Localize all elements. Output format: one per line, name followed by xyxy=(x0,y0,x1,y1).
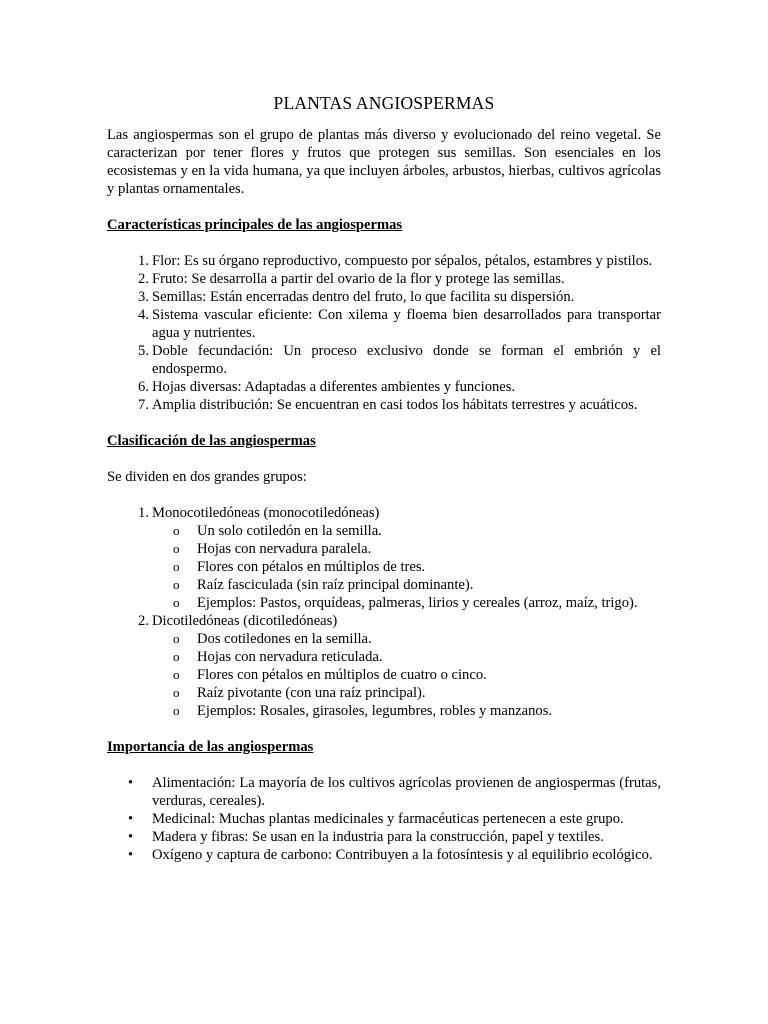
list-item-text: Hojas diversas: Adaptadas a diferentes ambientes y funciones. xyxy=(152,379,516,395)
list-item-text: Sistema vascular eficiente: Con xilema y floema bien desarrollados para transportar agua y nutrientes. xyxy=(152,307,661,341)
sub-list-text: Raíz pivotante (con una raíz principal). xyxy=(197,685,426,701)
sub-list-text: Un solo cotiledón en la semilla. xyxy=(197,523,382,539)
document-title: PLANTAS ANGIOSPERMAS xyxy=(273,93,495,113)
monocot-traits-list xyxy=(107,522,661,612)
list-item xyxy=(107,342,661,378)
importance-list xyxy=(107,774,661,864)
sub-list-text: Hojas con nervadura paralela. xyxy=(197,541,372,557)
list-number: 1. xyxy=(138,505,149,521)
sub-list-item xyxy=(107,540,661,558)
list-number: 3. xyxy=(138,289,149,305)
group-name: Dicotiledóneas (dicotiledóneas) xyxy=(152,613,338,629)
list-number: 1. xyxy=(138,253,149,269)
list-item-text: Amplia distribución: Se encuentran en casi todos los hábitats terrestres y acuáticos. xyxy=(152,397,638,413)
bullet-icon: o xyxy=(173,523,180,538)
sub-list-text: Ejemplos: Rosales, girasoles, legumbres, robles y manzanos. xyxy=(197,703,553,719)
list-item-group-dicot xyxy=(107,612,661,720)
bullet-icon: o xyxy=(173,541,180,556)
list-number: 5. xyxy=(138,343,149,359)
list-number: 2. xyxy=(138,613,149,629)
classification-list xyxy=(107,504,661,720)
sub-list-item xyxy=(107,576,661,594)
sub-list-item xyxy=(107,558,661,576)
characteristics-heading: Características principales de las angiospermas xyxy=(107,217,403,233)
list-item xyxy=(107,306,661,342)
list-item-text: Semillas: Están encerradas dentro del fruto, lo que facilita su dispersión. xyxy=(152,289,575,305)
list-number: 7. xyxy=(138,397,149,413)
importance-heading: Importancia de las angiospermas xyxy=(107,739,314,755)
bullet-icon: • xyxy=(128,811,134,827)
sub-list-item xyxy=(107,648,661,666)
list-item-text: Alimentación: La mayoría de los cultivos agrícolas provienen de angiospermas (frutas, verduras, cereales). xyxy=(152,775,661,809)
list-number: 6. xyxy=(138,379,149,395)
classification-heading: Clasificación de las angiospermas xyxy=(107,433,316,449)
list-item xyxy=(107,774,661,810)
bullet-icon: • xyxy=(128,775,134,791)
sub-list-item xyxy=(107,594,661,612)
classification-intro: Se dividen en dos grandes grupos: xyxy=(107,469,307,485)
sub-list-item xyxy=(107,684,661,702)
intro-paragraph: Las angiospermas son el grupo de plantas más diverso y evolucionado del reino vegetal. Se caracterizan por tener flores y frutos que protegen sus semillas. Son esenciales en los ecosistemas y en la vida humana, ya que incluyen árboles, arbustos, hierbas, cultivos agrícolas y plantas ornamentales. xyxy=(107,127,661,197)
sub-list-text: Flores con pétalos en múltiplos de tres. xyxy=(197,559,426,575)
sub-list-item xyxy=(107,522,661,540)
list-item-text: Medicinal: Muchas plantas medicinales y farmacéuticas pertenecen a este grupo. xyxy=(152,811,624,827)
list-item xyxy=(107,288,661,306)
bullet-icon: o xyxy=(173,685,180,700)
list-item-text: Madera y fibras: Se usan en la industria para la construcción, papel y textiles. xyxy=(152,829,604,845)
bullet-icon: o xyxy=(173,559,180,574)
sub-list-text: Hojas con nervadura reticulada. xyxy=(197,649,383,665)
list-number: 2. xyxy=(138,271,149,287)
sub-list-text: Flores con pétalos en múltiplos de cuatro o cinco. xyxy=(197,667,487,683)
list-item-text: Flor: Es su órgano reproductivo, compuesto por sépalos, pétalos, estambres y pistilos. xyxy=(152,253,653,269)
sub-list-text: Ejemplos: Pastos, orquídeas, palmeras, lirios y cereales (arroz, maíz, trigo). xyxy=(197,595,638,611)
bullet-icon: o xyxy=(173,631,180,646)
bullet-icon: o xyxy=(173,667,180,682)
list-item-text: Oxígeno y captura de carbono: Contribuyen a la fotosíntesis y al equilibrio ecológico. xyxy=(152,847,653,863)
list-item-text: Doble fecundación: Un proceso exclusivo donde se forman el embrión y el endospermo. xyxy=(152,343,661,377)
list-item xyxy=(107,846,661,864)
bullet-icon: o xyxy=(173,703,180,718)
list-item-text: Fruto: Se desarrolla a partir del ovario de la flor y protege las semillas. xyxy=(152,271,565,287)
list-item xyxy=(107,810,661,828)
list-number: 4. xyxy=(138,307,149,323)
bullet-icon: o xyxy=(173,595,180,610)
sub-list-item xyxy=(107,630,661,648)
list-item xyxy=(107,252,661,270)
bullet-icon: o xyxy=(173,577,180,592)
bullet-icon: • xyxy=(128,847,134,863)
list-item xyxy=(107,270,661,288)
group-name: Monocotiledóneas (monocotiledóneas) xyxy=(152,505,380,521)
list-item xyxy=(107,378,661,396)
sub-list-item xyxy=(107,666,661,684)
characteristics-list xyxy=(107,252,661,414)
bullet-icon: • xyxy=(128,829,134,845)
dicot-traits-list xyxy=(107,630,661,720)
list-item xyxy=(107,396,661,414)
list-item xyxy=(107,828,661,846)
sub-list-text: Raíz fasciculada (sin raíz principal dominante). xyxy=(197,577,474,593)
sub-list-text: Dos cotiledones en la semilla. xyxy=(197,631,372,647)
bullet-icon: o xyxy=(173,649,180,664)
sub-list-item xyxy=(107,702,661,720)
document-body xyxy=(107,93,661,864)
list-item-group-monocot xyxy=(107,504,661,612)
